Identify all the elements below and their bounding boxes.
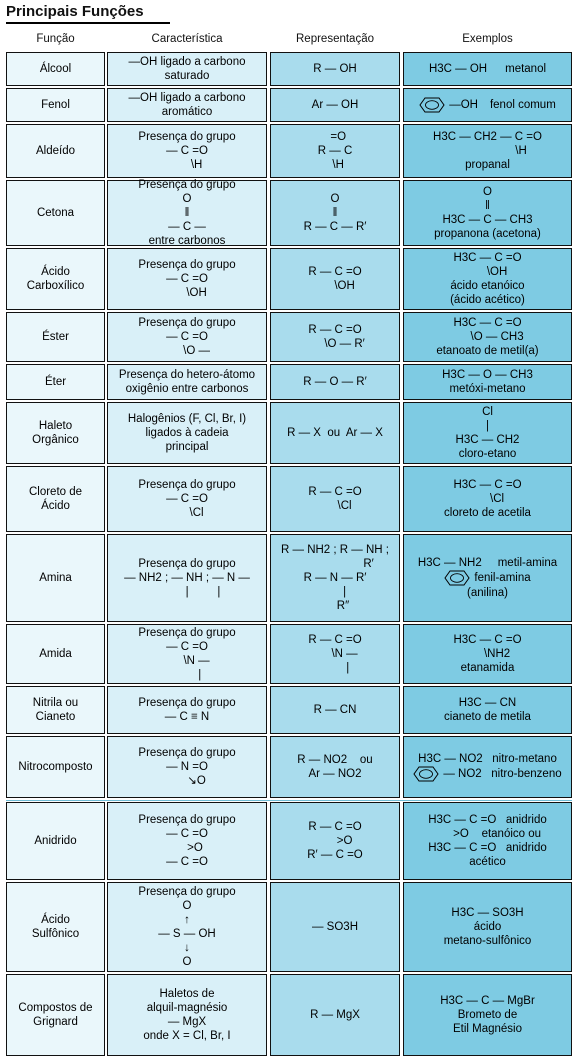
table-row [6, 124, 572, 178]
characteristic-line: — C =O [166, 856, 208, 868]
representation-line: R′ — C =O [307, 849, 363, 861]
representation-line: R″ [320, 600, 350, 612]
characteristic-line: O [182, 956, 192, 968]
representation-line: R — N — R′ [303, 572, 367, 584]
examples-line: — NO2 nitro-benzeno [443, 768, 562, 780]
representation-line: | [320, 662, 350, 674]
characteristic-line: onde X = Cl, Br, I [143, 1030, 231, 1042]
characteristic-cell [107, 974, 267, 1056]
function-name-cell [6, 88, 105, 122]
table-row [6, 466, 572, 532]
function-name-cell [6, 534, 105, 622]
characteristic-line: oxigênio entre carbonos [125, 383, 249, 395]
examples-line: cianeto de metila [444, 711, 531, 723]
characteristic-line: Presença do grupo [138, 627, 236, 639]
function-name-cell [6, 180, 105, 246]
characteristic-cell [107, 88, 267, 122]
examples-cell [403, 52, 572, 86]
characteristic-line: aromático [161, 106, 213, 118]
examples-cell [403, 466, 572, 532]
example-inline [429, 62, 546, 76]
header-exemplos: Exemplos [462, 33, 513, 45]
function-name-line: Ácido [41, 500, 70, 512]
characteristic-line: ↓ [184, 942, 190, 954]
examples-line: H3C — O — CH3 [442, 369, 533, 381]
representation-cell [270, 974, 400, 1056]
function-name-line: Nitrila ou [32, 697, 79, 709]
function-name-line: Éter [44, 376, 67, 388]
examples-line: H3C — NO2 nitro-metano [418, 753, 557, 765]
examples-cell [403, 736, 572, 798]
table-row [6, 802, 572, 880]
function-name-cell [6, 686, 105, 734]
examples-cell [403, 312, 572, 362]
example-inline [419, 97, 556, 113]
representation-cell [270, 124, 400, 178]
representation-line: R — C [317, 145, 353, 157]
characteristic-cell [107, 534, 267, 622]
examples-line: H3C — C =O [453, 634, 522, 646]
function-name-cell [6, 52, 105, 86]
function-name-line: Amida [39, 648, 72, 660]
examples-line: ‖ [485, 200, 490, 212]
characteristic-cell [107, 736, 267, 798]
characteristic-line: — MgX [167, 1016, 207, 1028]
examples-line: Brometo de [457, 1009, 518, 1021]
characteristic-line: — C — [168, 221, 206, 233]
examples-line: ácido etanóico [450, 280, 525, 292]
table-row [6, 180, 572, 246]
table-row [6, 534, 572, 622]
table-row [6, 364, 572, 400]
function-name-line: Cianeto [35, 711, 76, 723]
examples-line: H3C — C =O anidrido [428, 814, 547, 826]
representation-line: R — C =O [308, 266, 362, 278]
characteristic-line: — C =O [166, 145, 208, 157]
examples-line: cloro-etano [458, 448, 517, 460]
characteristic-cell [107, 52, 267, 86]
characteristic-line: saturado [164, 70, 210, 82]
function-name-line: Anidrido [34, 835, 77, 847]
examples-line: metóxi-metano [449, 383, 526, 395]
benzene-ring-icon [444, 570, 470, 586]
characteristic-line: O [182, 900, 192, 912]
characteristic-line: | [172, 669, 202, 681]
representation-line: \O — R′ [305, 338, 365, 350]
examples-cell [403, 180, 572, 246]
characteristic-line: >O [171, 842, 203, 854]
function-name-line: Compostos de [18, 1002, 93, 1014]
function-name-line: Álcool [39, 63, 72, 75]
characteristic-line: Presença do grupo [138, 479, 236, 491]
characteristic-line: Presença do grupo [138, 886, 236, 898]
table-row [6, 52, 572, 86]
characteristic-line: — S — OH [158, 928, 216, 940]
function-name-line: Éster [42, 331, 69, 343]
function-name-line: Orgânico [32, 434, 79, 446]
characteristic-line: Presença do grupo [138, 747, 236, 759]
table-row [6, 88, 572, 122]
representation-cell [270, 466, 400, 532]
examples-line: >O etanóico ou [433, 828, 542, 840]
characteristic-line: ↑ [184, 914, 190, 926]
table-row [6, 248, 572, 310]
characteristic-cell [107, 802, 267, 880]
examples-line: H3C — C =O [453, 479, 522, 491]
characteristic-line: Halogênios (F, Cl, Br, I) [127, 413, 247, 425]
header-representacao: Representação [296, 33, 374, 45]
representation-line: Ar — NO2 [308, 768, 362, 780]
characteristic-line: — C =O [166, 641, 208, 653]
representation-cell [270, 882, 400, 972]
example-inline [444, 570, 530, 586]
examples-line: H3C — CH2 — C =O [433, 131, 542, 143]
function-name-cell [6, 974, 105, 1056]
representation-line: R — CN [313, 704, 357, 716]
function-name-cell [6, 364, 105, 400]
representation-cell [270, 52, 400, 86]
examples-line: H3C — CN [458, 697, 517, 709]
examples-cell [403, 402, 572, 464]
examples-line: etanamida [460, 662, 515, 674]
table-row [6, 686, 572, 734]
examples-line: \NH2 [464, 648, 511, 660]
characteristic-line: Presença do grupo [138, 814, 236, 826]
examples-line: (anilina) [467, 587, 508, 599]
representation-cell [270, 736, 400, 798]
characteristic-cell [107, 124, 267, 178]
function-name-cell [6, 624, 105, 684]
table-row [6, 312, 572, 362]
header-caracteristica: Característica [151, 33, 223, 45]
representation-line: R — OH [313, 63, 357, 75]
representation-line: R — NH2 ; R — NH ; [281, 544, 389, 556]
examples-line: H3C — C =O anidrido [428, 842, 547, 854]
characteristic-cell [107, 466, 267, 532]
function-name-cell [6, 466, 105, 532]
representation-line: R — NO2 ou [297, 754, 373, 766]
characteristic-line: entre carbonos [148, 235, 226, 247]
header-funcao: Função [36, 33, 75, 45]
page-title: Principais Funções [6, 2, 170, 24]
representation-line: >O [317, 835, 353, 847]
function-name-line: Cloreto de [28, 486, 83, 498]
characteristic-line: Presença do grupo [138, 697, 236, 709]
characteristic-line: | | [153, 586, 221, 598]
characteristic-line: Haletos de [159, 988, 215, 1000]
characteristic-cell [107, 312, 267, 362]
characteristic-line: \H [171, 159, 203, 171]
function-name-line: Ácido [41, 266, 70, 278]
representation-line: ‖ [332, 207, 338, 219]
representation-line: \H [326, 159, 344, 171]
function-name-line: Fenol [41, 99, 70, 111]
examples-line: H3C — C =O [453, 252, 522, 264]
function-name-cell [6, 248, 105, 310]
characteristic-line: Presença do grupo [138, 259, 236, 271]
characteristic-line: O [182, 193, 192, 205]
examples-line: \O — CH3 [451, 331, 524, 343]
examples-cell [403, 802, 572, 880]
representation-line: | [323, 586, 347, 598]
examples-line: etanoato de metil(a) [436, 345, 539, 357]
representation-cell [270, 88, 400, 122]
representation-cell [270, 180, 400, 246]
representation-line: R′ [296, 558, 374, 570]
examples-line: | [486, 420, 489, 432]
examples-line: H3C — C =O [453, 317, 522, 329]
examples-cell [403, 124, 572, 178]
representation-line: R — X ou Ar — X [287, 427, 383, 439]
characteristic-line: —OH ligado a carbono [128, 92, 246, 104]
characteristic-line: \Cl [170, 507, 204, 519]
examples-line: O [483, 186, 492, 198]
examples-cell [403, 248, 572, 310]
representation-cell [270, 248, 400, 310]
example-formula: —OH [449, 99, 478, 111]
characteristic-line: Presença do grupo [138, 317, 236, 329]
examples-line: acético [469, 856, 506, 868]
characteristic-cell [107, 686, 267, 734]
characteristic-line: ↘O [168, 775, 206, 787]
representation-cell [270, 802, 400, 880]
characteristic-line: — NH2 ; — NH ; — N — [124, 572, 250, 584]
function-name-line: Cetona [36, 207, 75, 219]
characteristic-line: Presença do grupo [138, 558, 236, 570]
example-formula: H3C — OH [428, 63, 488, 75]
examples-line: H3C — C — CH3 [442, 214, 533, 226]
examples-line: Cl [482, 406, 493, 418]
examples-cell [403, 624, 572, 684]
characteristic-line: —OH ligado a carbono [128, 56, 246, 68]
characteristic-line: — C =O [166, 493, 208, 505]
characteristic-line: ligados à cadeia [145, 427, 229, 439]
table-row [6, 624, 572, 684]
characteristic-line: ‖ [184, 207, 190, 219]
table-row [6, 736, 572, 798]
representation-cell [270, 364, 400, 400]
characteristic-line: — C ≡ N [164, 711, 210, 723]
example-inline [413, 766, 561, 782]
representation-cell [270, 312, 400, 362]
function-name-line: Nitrocomposto [18, 761, 93, 773]
examples-line: propanona (acetona) [434, 228, 541, 240]
examples-line: H3C — CH2 [455, 434, 520, 446]
characteristic-line: Presença do hetero-átomo [118, 369, 256, 381]
examples-line: cloreto de acetila [444, 507, 531, 519]
examples-line: Etil Magnésio [452, 1023, 523, 1035]
examples-line: \OH [467, 266, 508, 278]
representation-line: R — C =O [308, 486, 362, 498]
examples-cell [403, 974, 572, 1056]
characteristic-line: \OH [167, 287, 207, 299]
characteristic-line: \O — [163, 345, 210, 357]
representation-cell [270, 402, 400, 464]
function-name-line: Aldeído [35, 145, 75, 157]
examples-cell [403, 534, 572, 622]
characteristic-line: Presença do grupo [138, 179, 236, 191]
characteristic-cell [107, 624, 267, 684]
characteristic-line: \N — [164, 655, 210, 667]
function-name-cell [6, 402, 105, 464]
representation-line: R — C =O [308, 634, 362, 646]
examples-line: ácido [473, 921, 502, 933]
representation-line: R — C =O [308, 821, 362, 833]
characteristic-line: — C =O [166, 828, 208, 840]
examples-line: (ácido acético) [450, 294, 525, 306]
representation-line: R — MgX [310, 1009, 360, 1021]
function-name-line: Sulfônico [31, 928, 80, 940]
characteristic-line: — N =O [166, 761, 208, 773]
representation-line: \N — [312, 648, 358, 660]
representation-line: R — O — R′ [303, 376, 367, 388]
function-name-cell [6, 882, 105, 972]
characteristic-line: Presença do grupo [138, 131, 236, 143]
section-divider [6, 800, 572, 801]
characteristic-line: — C =O [166, 331, 208, 343]
representation-line: \Cl [318, 500, 352, 512]
characteristic-cell [107, 248, 267, 310]
examples-line: \H [448, 145, 527, 157]
table-row [6, 974, 572, 1056]
characteristic-cell [107, 364, 267, 400]
table-row [6, 882, 572, 972]
representation-line: \OH [315, 280, 355, 292]
representation-line: R — C — R′ [303, 221, 367, 233]
function-name-cell [6, 736, 105, 798]
examples-line: \Cl [470, 493, 505, 505]
representation-line: O [330, 193, 340, 205]
examples-line: fenil-amina [474, 572, 531, 584]
function-name-line: Carboxílico [26, 280, 85, 292]
example-name: metanol [505, 63, 547, 75]
characteristic-cell [107, 402, 267, 464]
characteristic-line: — C =O [166, 273, 208, 285]
characteristic-cell [107, 882, 267, 972]
representation-cell [270, 624, 400, 684]
examples-line: H3C — NH2 metil-amina [417, 557, 558, 569]
examples-line: H3C — C — MgBr [440, 995, 535, 1007]
examples-line: metano-sulfônico [443, 935, 532, 947]
characteristic-line: alquil-magnésio [146, 1002, 228, 1014]
examples-cell [403, 882, 572, 972]
function-name-line: Ácido [41, 914, 70, 926]
function-name-cell [6, 124, 105, 178]
characteristic-cell [107, 180, 267, 246]
benzene-ring-icon [413, 766, 439, 782]
characteristic-line: principal [165, 441, 209, 453]
examples-cell [403, 364, 572, 400]
function-name-line: Grignard [33, 1016, 78, 1028]
examples-cell [403, 686, 572, 734]
examples-line: propanal [465, 159, 510, 171]
representation-line: Ar — OH [311, 99, 359, 111]
function-name-cell [6, 802, 105, 880]
representation-line: =O [323, 131, 347, 143]
example-name: fenol comum [489, 99, 556, 111]
function-name-cell [6, 312, 105, 362]
examples-cell [403, 88, 572, 122]
benzene-ring-icon [419, 97, 445, 113]
function-name-line: Haleto [38, 420, 73, 432]
representation-line: — SO3H [311, 921, 358, 933]
examples-line: H3C — SO3H [451, 907, 524, 919]
representation-line: R — C =O [308, 324, 362, 336]
representation-cell [270, 686, 400, 734]
table-row [6, 402, 572, 464]
function-name-line: Amina [39, 572, 72, 584]
representation-cell [270, 534, 400, 622]
